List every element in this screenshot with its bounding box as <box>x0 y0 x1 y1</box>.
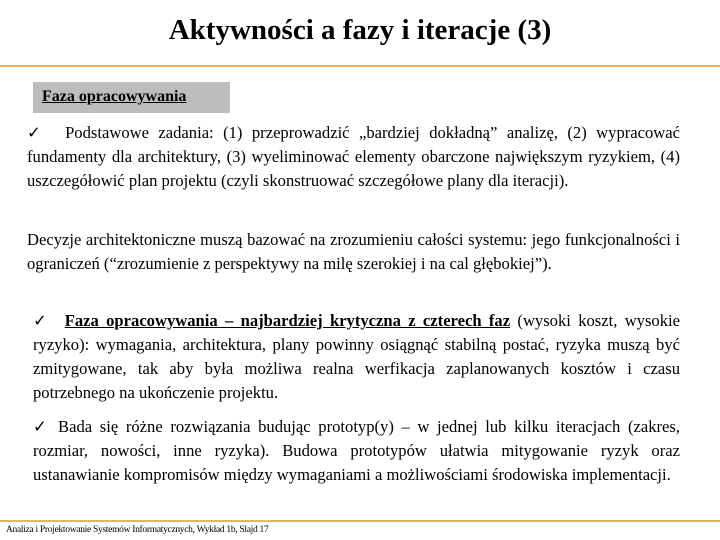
section-label-box <box>33 82 230 113</box>
slide-footer: Analiza i Projektowanie Systemów Informatycznych, Wykład 1b, Slajd 17 <box>6 525 269 535</box>
paragraph-text: (wysoki koszt, wysokie ryzyko): wymagania, architektura, plany powinny osiągnąć stabilną postać, ryzyka muszą być zmitygowane, tak aby była możliwa realna werfikacja zaplanowanych kosztów i czasu potrzebnego na ukończenie projektu. <box>33 311 680 402</box>
check-icon: ✓ <box>33 417 51 436</box>
paragraph-prototypes <box>33 415 680 487</box>
paragraph-architecture <box>27 228 680 276</box>
paragraph-tasks <box>27 121 680 193</box>
check-icon: ✓ <box>27 123 47 142</box>
paragraph-text: Decyzje architektoniczne muszą bazować na zrozumieniu całości systemu: jego funkcjonalności i ograniczeń (“zrozumienie z perspektywy na milę szerokiej i na cal głębokiej”). <box>27 230 680 273</box>
emphasis-text: Faza opracowywania – najbardziej krytyczna z czterech faz <box>64 311 511 330</box>
footer-divider <box>0 520 720 522</box>
section-label: Faza opracowywania <box>42 88 187 105</box>
check-icon: ✓ <box>33 311 51 330</box>
title-divider <box>0 65 720 67</box>
paragraph-text: Bada się różne rozwiązania budując prototyp(y) – w jednej lub kilku iteracjach (zakres, rozmiar, nowości, inne ryzyka). Budowa prototypów ułatwia mitygowanie ryzyk oraz ustanawianie kompromisów między wymaganiami a możliwościami środowiska implementacji. <box>33 417 680 484</box>
paragraph-critical-phase <box>33 309 680 405</box>
slide-title: Aktywności a fazy i iteracje (3) <box>168 14 552 46</box>
paragraph-text: Podstawowe zadania: (1) przeprowadzić „bardziej dokładną” analizę, (2) wypracować fundamenty dla architektury, (3) wyeliminować elementy obarczone największym ryzykiem, (4) uszczegółowić plan projektu (czyli skonstruować szczegółowe plany dla iteracji). <box>27 123 681 190</box>
